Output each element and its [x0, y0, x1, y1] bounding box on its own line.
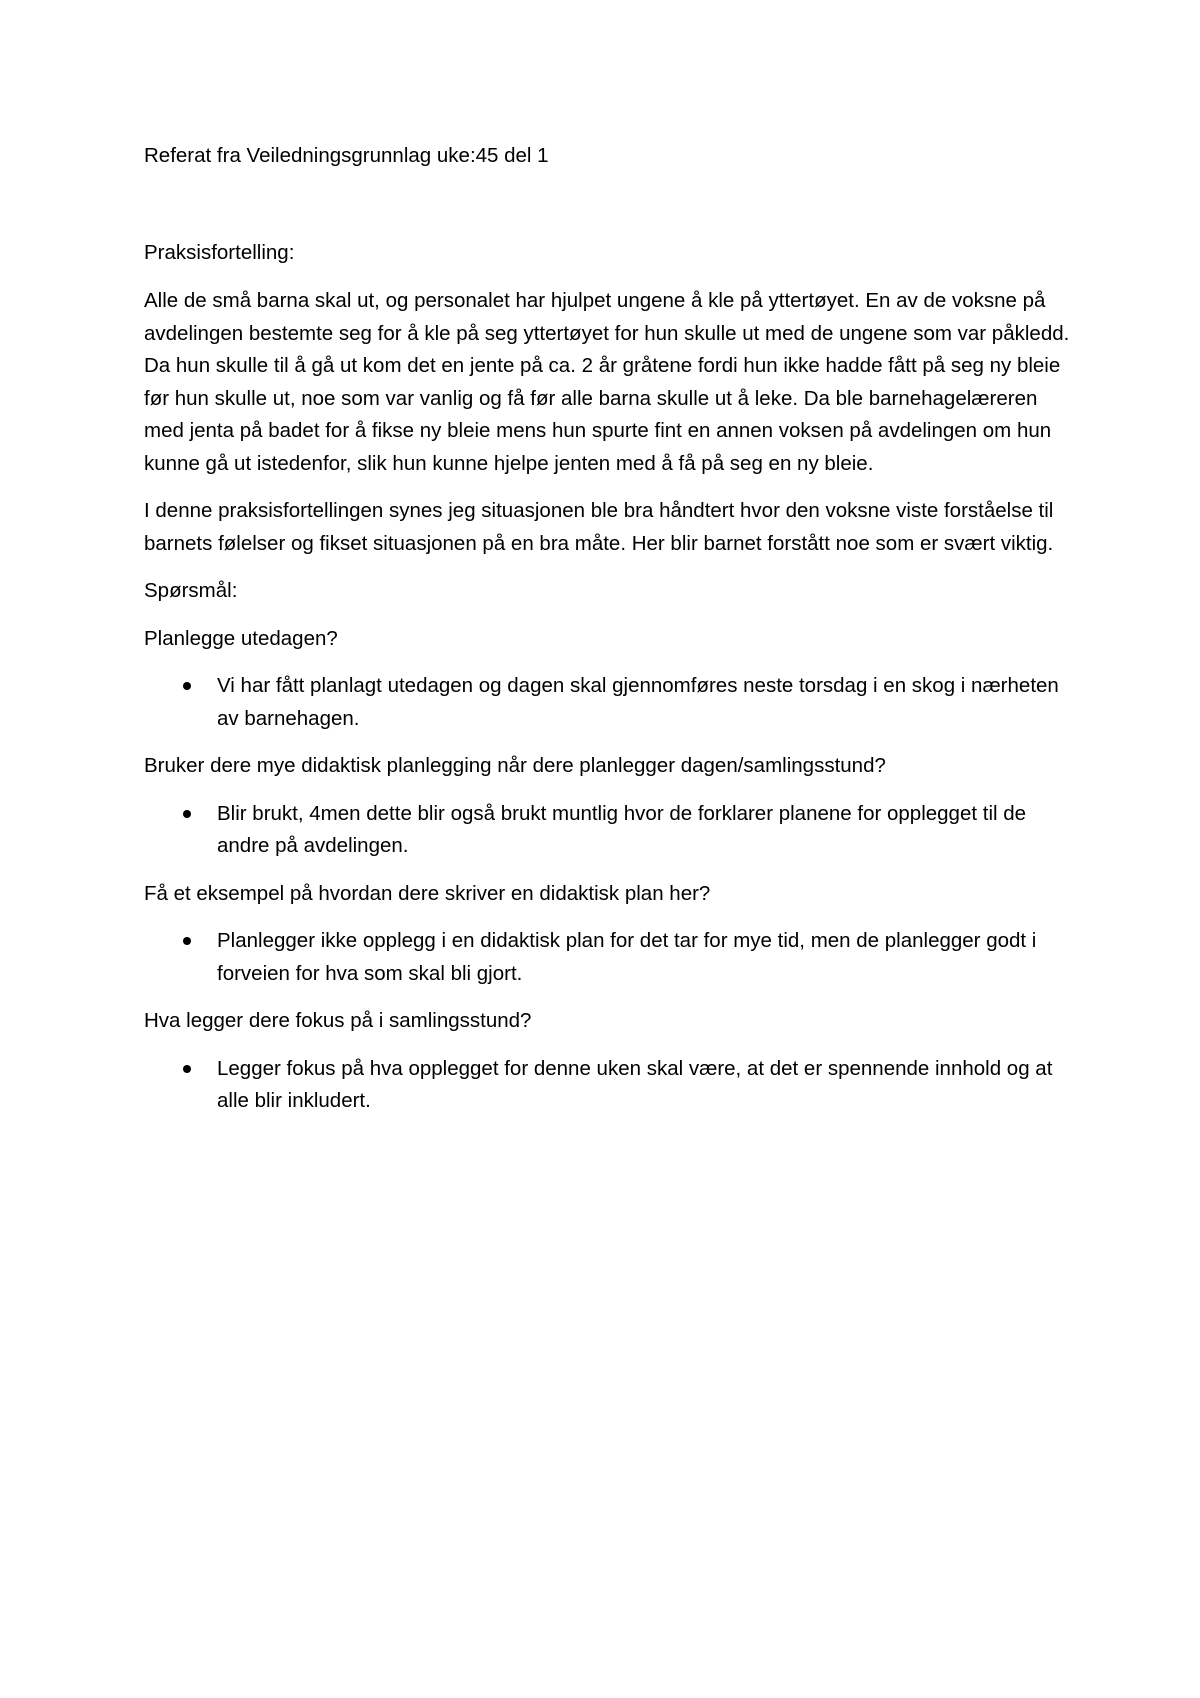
answer-list-3: [144, 925, 1074, 990]
question-4: Hva legger dere fokus på i samlingsstund?: [144, 1009, 532, 1032]
section-heading-praksisfortelling: Praksisfortelling:: [144, 240, 295, 264]
answer-list-4: [144, 1053, 1074, 1118]
answer-text-1: Vi har fått planlagt utedagen og dagen skal gjennomføres neste torsdag i en skog i nærheten av barnehagen.: [217, 674, 1059, 730]
answer-item-3: [144, 925, 1074, 990]
answer-text-2: Blir brukt, 4men dette blir også brukt muntlig hvor de forklarer planene for opplegget til de andre på avdelingen.: [217, 801, 1027, 857]
answer-item-2: [144, 798, 1074, 863]
document-title: Referat fra Veiledningsgrunnlag uke:45 del 1: [144, 144, 549, 167]
reflection-paragraph: I denne praksisfortellingen synes jeg situasjonen ble bra håndtert hvor den voksne viste forståelse til barnets følelser og fikset situasjonen på en bra måte. Her blir barnet forstått noe som er svært viktig.: [144, 499, 1054, 555]
answer-text-4: Legger fokus på hva opplegget for denne uken skal være, at det er spennende innhold og at alle blir inkludert.: [217, 1056, 1053, 1112]
bullet-icon: [183, 682, 191, 690]
answer-list-2: [144, 798, 1074, 863]
bullet-icon: [183, 810, 191, 818]
question-2: Bruker dere mye didaktisk planlegging når dere planlegger dagen/samlingsstund?: [144, 754, 886, 777]
bullet-icon: [183, 937, 191, 945]
questions-heading: Spørsmål:: [144, 579, 238, 602]
answer-item-1: [144, 670, 1074, 735]
question-3: Få et eksempel på hvordan dere skriver en didaktisk plan her?: [144, 881, 711, 905]
bullet-icon: [183, 1065, 191, 1073]
answer-list-1: [144, 670, 1074, 735]
answer-item-4: [144, 1053, 1074, 1118]
question-1: Planlegge utedagen?: [144, 626, 338, 650]
document-page: [144, 140, 1074, 1133]
story-paragraph: Alle de små barna skal ut, og personalet har hjulpet ungene å kle på yttertøyet. En av de voksne på avdelingen bestemte seg for å kle på seg yttertøyet for hun skulle ut med de ungene som var påkledd. Da hun skulle til å gå ut kom det en jente på ca. 2 år gråtene fordi hun ikke hadde fått på seg ny bleie før hun skulle ut, noe som var vanlig og få før alle barna skulle ut å leke. Da ble barnehagelæreren med jenta på badet for å fikse ny bleie mens hun spurte fint en annen voksen på avdelingen om hun kunne gå ut istedenfor, slik hun kunne hjelpe jenten med å få på seg en ny bleie.: [144, 289, 1070, 475]
answer-text-3: Planlegger ikke opplegg i en didaktisk plan for det tar for mye tid, men de planlegger godt i forveien for hva som skal bli gjort.: [217, 929, 1037, 985]
